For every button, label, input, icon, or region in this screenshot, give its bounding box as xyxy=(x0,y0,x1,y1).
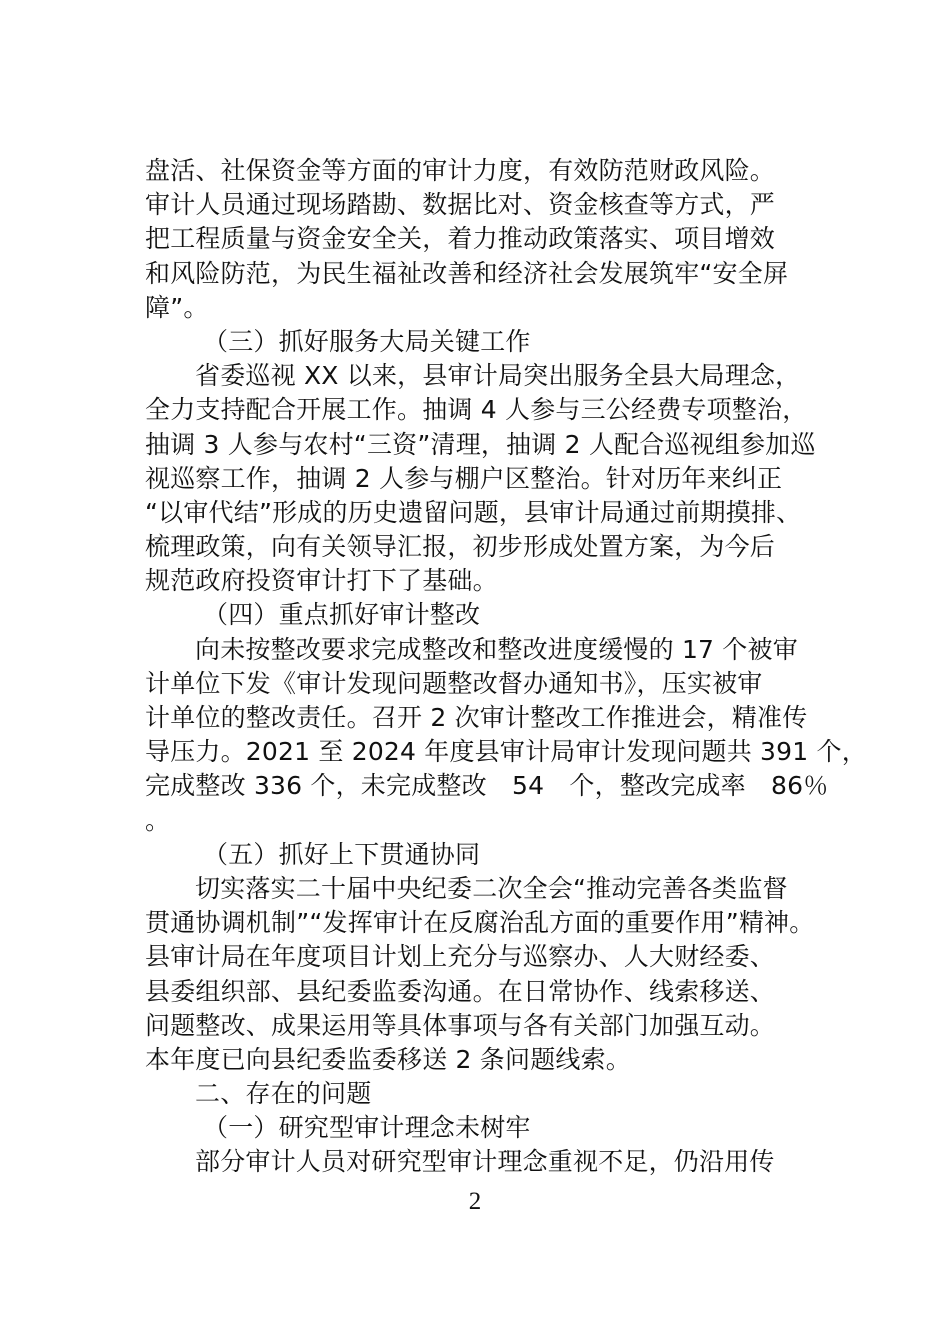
paragraph-line: 部分审计人员对研究型审计理念重视不足，仍沿用传 xyxy=(195,1147,775,1177)
paragraph-line: 县审计局在年度项目计划上充分与巡察办、人大财经委、 xyxy=(145,942,776,972)
paragraph-line: 省委巡视 XX 以来，县审计局突出服务全县大局理念， xyxy=(195,361,801,391)
paragraph-line: 视巡察工作，抽调 2 人参与棚户区整治。针对历年来纠正 xyxy=(145,463,783,493)
paragraph-line: 切实落实二十届中央纪委二次全会“推动完善各类监督 xyxy=(195,873,788,903)
paragraph-line: “以审代结”形成的历史遗留问题，县审计局通过前期摸排、 xyxy=(145,497,802,527)
page-number: 2 xyxy=(468,1188,482,1215)
paragraph-line: 梳理政策，向有关领导汇报，初步形成处置方案，为今后 xyxy=(145,532,776,562)
subsection-heading-1: （一）研究型审计理念未树牢 xyxy=(203,1113,531,1143)
paragraph-line: 审计人员通过现场踏勘、数据比对、资金核查等方式，严 xyxy=(145,190,776,220)
paragraph-line: 计单位的整改责任。召开 2 次审计整改工作推进会，精准传 xyxy=(145,703,808,732)
paragraph-line: 向未按整改要求完成整改和整改进度缓慢的 17 个被审 xyxy=(195,634,798,664)
paragraph-line: 障”。 xyxy=(145,292,209,322)
paragraph-line: 盘活、社保资金等方面的审计力度，有效防范财政风险。 xyxy=(145,156,776,185)
paragraph-line: 完成整改 336 个，未完成整改 54 个，整改完成率 86％ xyxy=(145,771,829,801)
paragraph-line: 把工程质量与资金安全关，着力推动政策落实、项目增效 xyxy=(145,224,776,254)
paragraph-line: 全力支持配合开展工作。抽调 4 人参与三公经费专项整治， xyxy=(145,395,808,425)
paragraph-line: 贯通协调机制”“发挥审计在反腐治乱方面的重要作用”精神。 xyxy=(145,908,815,938)
paragraph-line: 抽调 3 人参与农村“三资”清理，抽调 2 人配合巡视组参加巡 xyxy=(145,429,816,459)
section-heading-4: （四）重点抓好审计整改 xyxy=(203,600,481,630)
paragraph-line: 问题整改、成果运用等具体事项与各有关部门加强互动。 xyxy=(145,1010,776,1040)
section-heading-5: （五）抓好上下贯通协同 xyxy=(203,839,481,869)
paragraph-line: 本年度已向县纪委监委移送 2 条问题线索。 xyxy=(145,1044,632,1074)
paragraph-line: 规范政府投资审计打下了基础。 xyxy=(145,566,498,596)
paragraph-line: 导压力。2021 至 2024 年度县审计局审计发现问题共 391 个， xyxy=(145,737,867,767)
paragraph-line: 。 xyxy=(145,805,171,835)
paragraph-line: 县委组织部、县纪委监委沟通。在日常协作、线索移送、 xyxy=(145,976,776,1006)
paragraph-line: 计单位下发《审计发现问题整改督办通知书》，压实被审 xyxy=(145,668,763,698)
section-heading-3: （三）抓好服务大局关键工作 xyxy=(203,326,531,356)
paragraph-line: 和风险防范，为民生福祉改善和经济社会发展筑牢“安全屏 xyxy=(145,258,789,288)
document-body xyxy=(145,154,867,1180)
part-heading-2: 二、存在的问题 xyxy=(195,1079,372,1109)
